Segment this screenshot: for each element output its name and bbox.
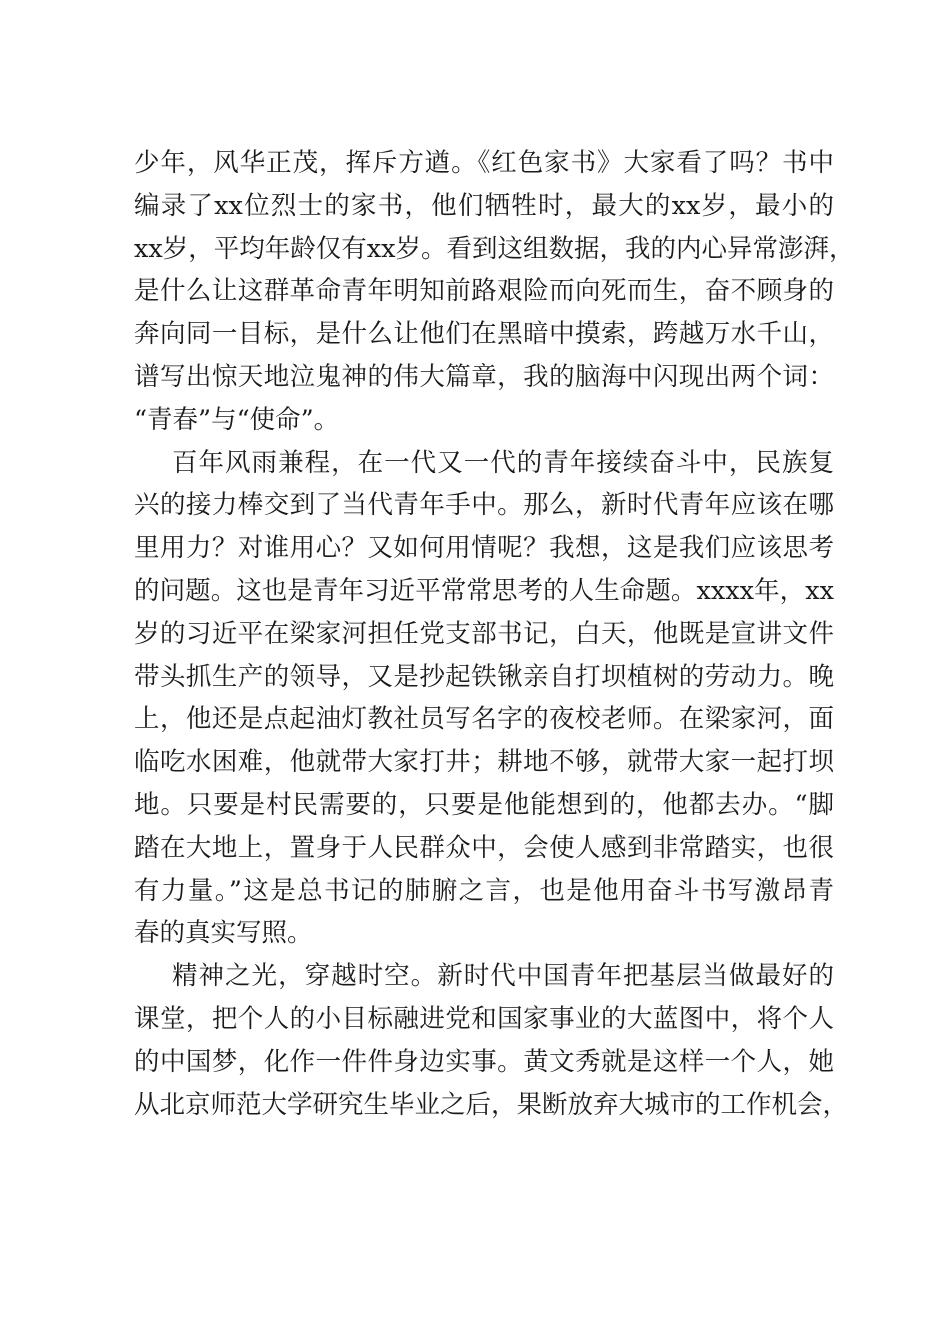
text-line: 是什么让这群革命青年明知前路艰险而向死而生，奋不顾身的 bbox=[134, 276, 834, 307]
text-line: 上，他还是点起油灯教社员写名字的夜校老师。在梁家河，面 bbox=[134, 704, 834, 735]
text-line: 百年风雨兼程，在一代又一代的青年接续奋斗中，民族复 bbox=[172, 447, 834, 478]
text-line: 的中国梦，化作一件件身边实事。黄文秀就是这样一个人，她 bbox=[134, 1046, 834, 1077]
text-line: 课堂，把个人的小目标融进党和国家事业的大蓝图中，将个人 bbox=[134, 1003, 834, 1034]
text-line: 带头抓生产的领导，又是抄起铁锹亲自打坝植树的劳动力。晚 bbox=[134, 661, 834, 692]
paragraph-2 bbox=[134, 442, 834, 956]
text-line: 精神之光，穿越时空。新时代中国青年把基层当做最好的 bbox=[172, 961, 834, 992]
text-line: 编录了xx位烈士的家书，他们牺牲时，最大的xx岁，最小的 bbox=[134, 190, 834, 221]
text-line: 少年，风华正茂，挥斥方遒。《红色家书》大家看了吗？书中 bbox=[134, 148, 834, 178]
body-text bbox=[134, 142, 855, 1126]
text-line: 谱写出惊天地泣鬼神的伟大篇章，我的脑海中闪现出两个词： bbox=[134, 361, 834, 392]
text-line: 地。只要是村民需要的，只要是他能想到的，他都去办。“脚 bbox=[134, 789, 834, 820]
text-line: 临吃水困难，他就带大家打井；耕地不够，就带大家一起打坝 bbox=[134, 747, 834, 778]
text-line: 踏在大地上，置身于人民群众中，会使人感到非常踏实，也很 bbox=[134, 832, 834, 863]
text-line: 岁的习近平在梁家河担任党支部书记，白天，他既是宣讲文件 bbox=[134, 618, 834, 649]
text-line: 春的真实写照。 bbox=[134, 918, 313, 949]
paragraph-1 bbox=[134, 142, 855, 442]
text-line: 的问题。这也是青年习近平常常思考的人生命题。xxxx年，xx bbox=[134, 575, 834, 606]
text-line: 从北京师范大学研究生毕业之后，果断放弃大城市的工作机会， bbox=[134, 1089, 849, 1120]
text-line: 里用力？对谁用心？又如何用情呢？我想，这是我们应该思考 bbox=[134, 533, 834, 564]
paragraph-3 bbox=[134, 955, 849, 1126]
text-line: “青春”与“使命”。 bbox=[134, 404, 340, 435]
text-line: xx岁，平均年龄仅有xx岁。看到这组数据，我的内心异常澎湃， bbox=[134, 233, 855, 264]
text-line: 奔向同一目标，是什么让他们在黑暗中摸索，跨越万水千山， bbox=[134, 319, 834, 350]
text-line: 有力量。”这是总书记的肺腑之言，也是他用奋斗书写激昂青 bbox=[134, 875, 834, 906]
text-line: 兴的接力棒交到了当代青年手中。那么，新时代青年应该在哪 bbox=[134, 490, 834, 521]
